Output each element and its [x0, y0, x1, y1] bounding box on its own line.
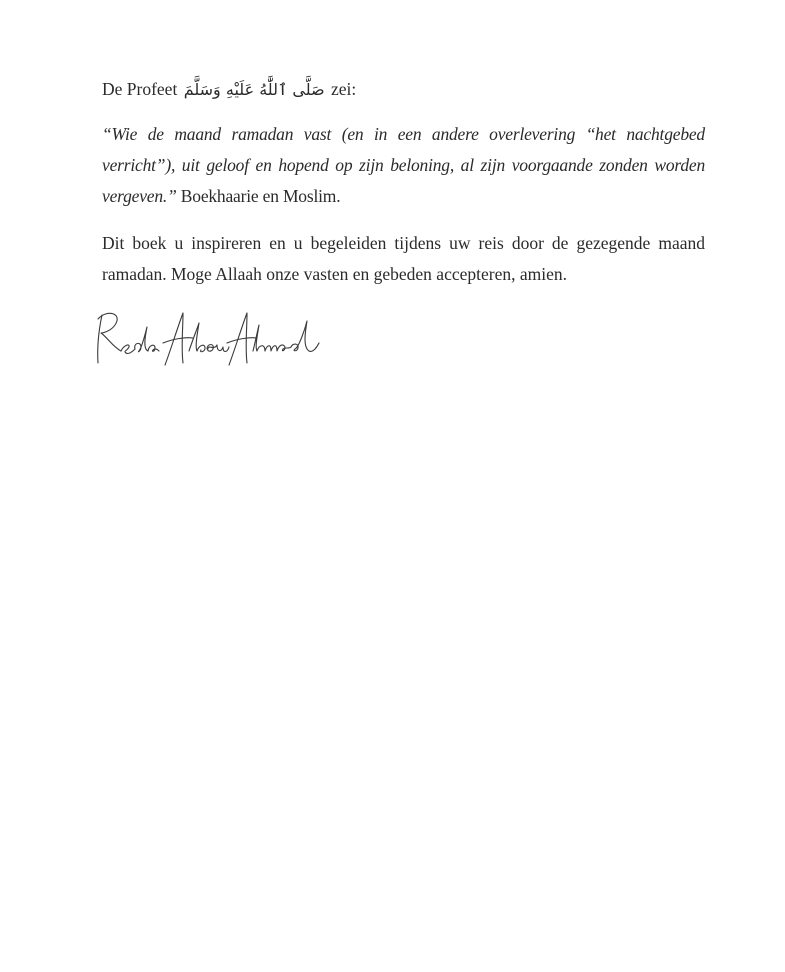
signature-image	[93, 307, 328, 369]
hadith-paragraph	[102, 119, 705, 212]
page-content	[102, 70, 705, 290]
intro-prefix: De Profeet	[102, 79, 178, 99]
hadith-source: Boekhaarie en Moslim.	[180, 186, 341, 206]
signature	[93, 307, 328, 369]
honorific-arabic: صَلَّى ٱللَّٰهُ عَلَيْهِ وَسَلَّمَ	[183, 80, 325, 99]
closing-paragraph: Dit boek u inspireren en u begeleiden tijdens uw reis door de gezegende maand ramadan. Moge Allaah onze vasten en gebeden accepteren, amien.	[102, 233, 705, 284]
hadith-quote: “Wie de maand ramadan vast (en in een andere overlevering ‘‘het nachtgebed verricht”), uit geloof en hopend op zijn beloning, al zijn voorgaande zonden worden vergeven.”	[102, 124, 705, 206]
intro-suffix: zei:	[331, 79, 357, 99]
intro-line	[102, 74, 705, 105]
